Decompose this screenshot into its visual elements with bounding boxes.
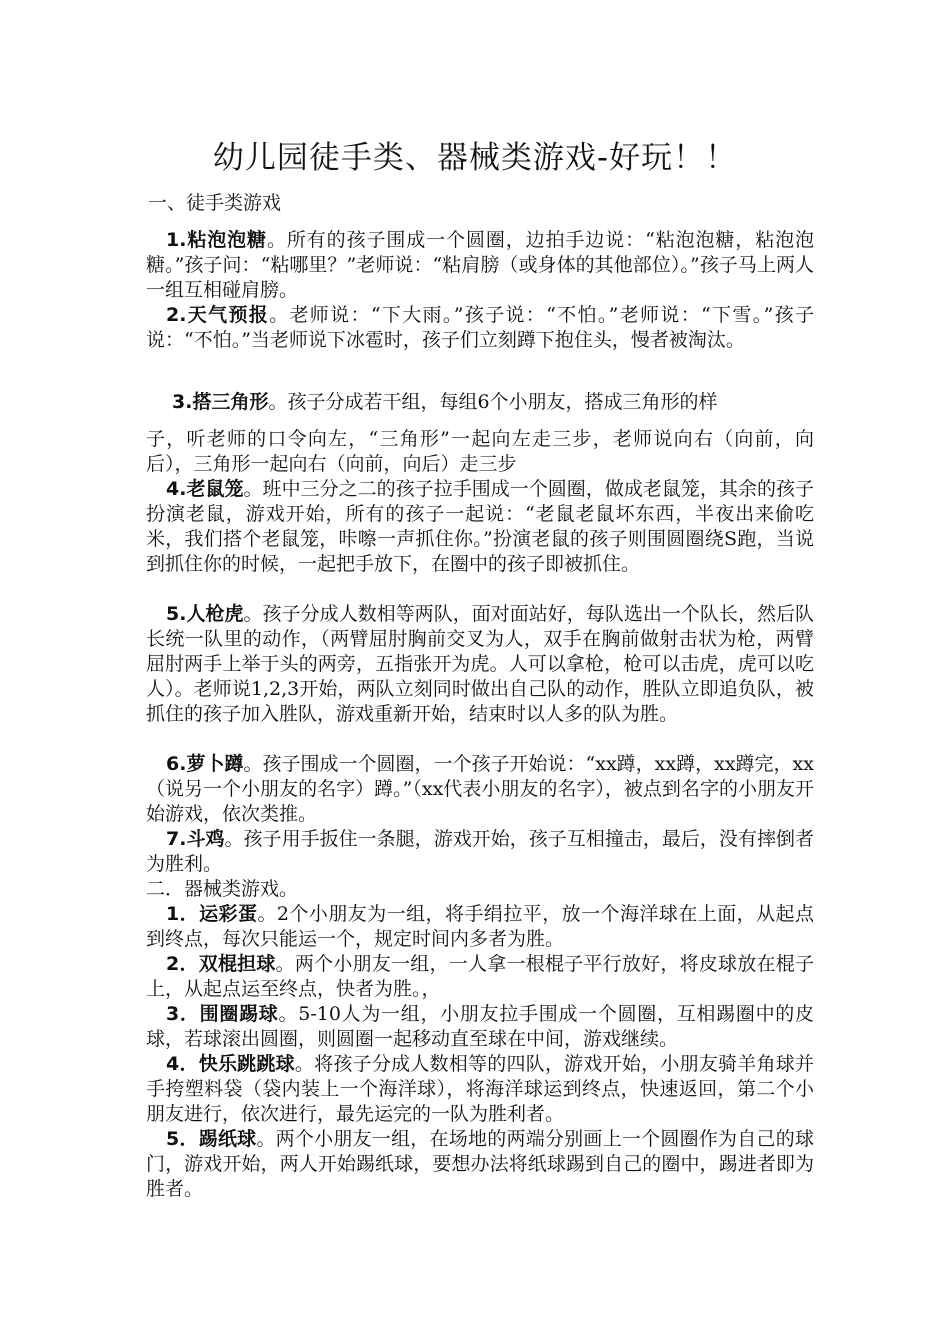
item-text: 。孩子分成若干组，每组6个小朋友，搭成三角形的样 xyxy=(268,391,718,413)
item-text: 。孩子分成人数相等两队，面对面站好，每队选出一个队长，然后队长统一队里的动作，（两臂屈肘胸前交叉为人，双手在胸前做射击状为枪，两臂屈肘两手上举于头的两旁，五指张开为虎。人可以拿枪，枪可以击虎，虎可以吃人）。老师说1,2,3开始，两队立刻同时做出自己队的动作，胜队立即追负队，被抓住的孩子加入胜队，游戏重新开始，结束时以人多的队为胜。 xyxy=(146,603,814,725)
item-number: 2． xyxy=(166,953,199,975)
section-heading-2: 二．器械类游戏。 xyxy=(146,878,299,900)
item-name: 粘泡泡糖 xyxy=(186,229,267,251)
item-number: 4． xyxy=(166,1053,199,1075)
item-text: 子，听老师的口令向左，“三角形”一起向左走三步，老师说向右（向前，向后），三角形一起向右（向前，向后）走三步 xyxy=(146,428,814,475)
item-text: 。孩子用手扳住一条腿，游戏开始，孩子互相撞击，最后，没有摔倒者为胜利。 xyxy=(146,828,814,875)
item-name: 双棍担球 xyxy=(198,953,276,975)
paragraph-b1 xyxy=(146,902,814,952)
paragraph-3a xyxy=(146,390,814,415)
item-number: 2. xyxy=(166,304,187,326)
paragraph-b2 xyxy=(146,952,814,1002)
document-title: 幼儿园徒手类、器械类游戏-好玩！！ xyxy=(212,140,738,176)
paragraph-b5 xyxy=(146,1127,814,1202)
item-name: 人枪虎 xyxy=(186,603,244,625)
paragraph-3b xyxy=(146,427,814,477)
paragraph-2 xyxy=(146,303,814,353)
item-name: 老鼠笼 xyxy=(186,478,244,500)
item-text: 。两个小朋友一组，一人拿一根棍子平行放好，将皮球放在棍子上，从起点运至终点，快者为胜。， xyxy=(146,953,814,1000)
paragraph-b3 xyxy=(146,1002,814,1052)
item-number: 7. xyxy=(166,828,187,850)
item-number: 1. xyxy=(166,229,187,251)
item-name: 踢纸球 xyxy=(198,1128,257,1150)
paragraph-4 xyxy=(146,477,814,577)
item-number: 1． xyxy=(166,903,200,925)
item-name: 快乐跳跳球 xyxy=(198,1053,295,1075)
item-text: 。班中三分之二的孩子拉手围成一个圆圈，做成老鼠笼，其余的孩子扮演老鼠，游戏开始，所有的孩子一起说：“老鼠老鼠坏东西，半夜出来偷吃米，我们搭个老鼠笼，咔嚓一声抓住你。”扮演老鼠的孩子则围圆圈绕S跑，当说到抓住你的时候，一起把手放下，在圈中的孩子即被抓住。 xyxy=(146,478,814,575)
item-text: 。老师说：“下大雨。”孩子说：“不怕。”老师说：“下雪。”孩子说：“不怕。”当老师说下冰雹时，孩子们立刻蹲下抱住头，慢者被淘汰。 xyxy=(146,304,814,351)
item-text: 。5-10人为一组，小朋友拉手围成一个圆圈，互相踢圈中的皮球，若球滚出圆圈，则圆圈一起移动直至球在中间，游戏继续。 xyxy=(146,1003,814,1050)
paragraph-b4 xyxy=(146,1052,814,1127)
item-name: 斗鸡 xyxy=(186,828,225,850)
paragraph-5 xyxy=(146,602,814,727)
item-text: 。两个小朋友一组，在场地的两端分别画上一个圆圈作为自己的球门，游戏开始，两人开始踢纸球，要想办法将纸球踢到自己的圈中，踢进者即为胜者。 xyxy=(146,1128,814,1200)
item-number: 3． xyxy=(166,1003,200,1025)
item-text: 。孩子围成一个圆圈，一个孩子开始说：“xx蹲，xx蹲，xx蹲完，xx（说另一个小朋友的名字）蹲。”（xx代表小朋友的名字），被点到名字的小朋友开始游戏，依次类推。 xyxy=(146,753,814,825)
item-number: 5． xyxy=(166,1128,199,1150)
item-name: 搭三角形 xyxy=(192,391,269,413)
paragraph-7 xyxy=(146,827,814,877)
paragraph-1 xyxy=(146,228,814,303)
item-number: 4. xyxy=(166,478,187,500)
item-number: 6. xyxy=(166,753,187,775)
item-text: 。将孩子分成人数相等的四队，游戏开始，小朋友骑羊角球并手挎塑料袋（袋内装上一个海洋球），将海洋球运到终点，快速返回，第二个小朋友进行，依次进行，最先运完的一队为胜利者。 xyxy=(146,1053,814,1125)
item-text: 。2个小朋友为一组，将手绢拉平，放一个海洋球在上面，从起点到终点，每次只能运一个，规定时间内多者为胜。 xyxy=(146,903,814,950)
item-number: 3. xyxy=(172,391,193,413)
paragraph-6 xyxy=(146,752,814,827)
item-name: 围圈踢球 xyxy=(199,1003,279,1025)
section-heading-1: 一、徒手类游戏 xyxy=(148,192,282,214)
item-name: 萝卜蹲 xyxy=(186,753,244,775)
item-name: 运彩蛋 xyxy=(199,903,258,925)
item-name: 天气预报 xyxy=(186,304,270,326)
item-text: 。所有的孩子围成一个圆圈，边拍手边说：“粘泡泡糖，粘泡泡糖。”孩子问：“粘哪里？”老师说：“粘肩膀（或身体的其他部位）。”孩子马上两人一组互相碰肩膀。 xyxy=(146,229,814,301)
item-number: 5. xyxy=(166,603,187,625)
